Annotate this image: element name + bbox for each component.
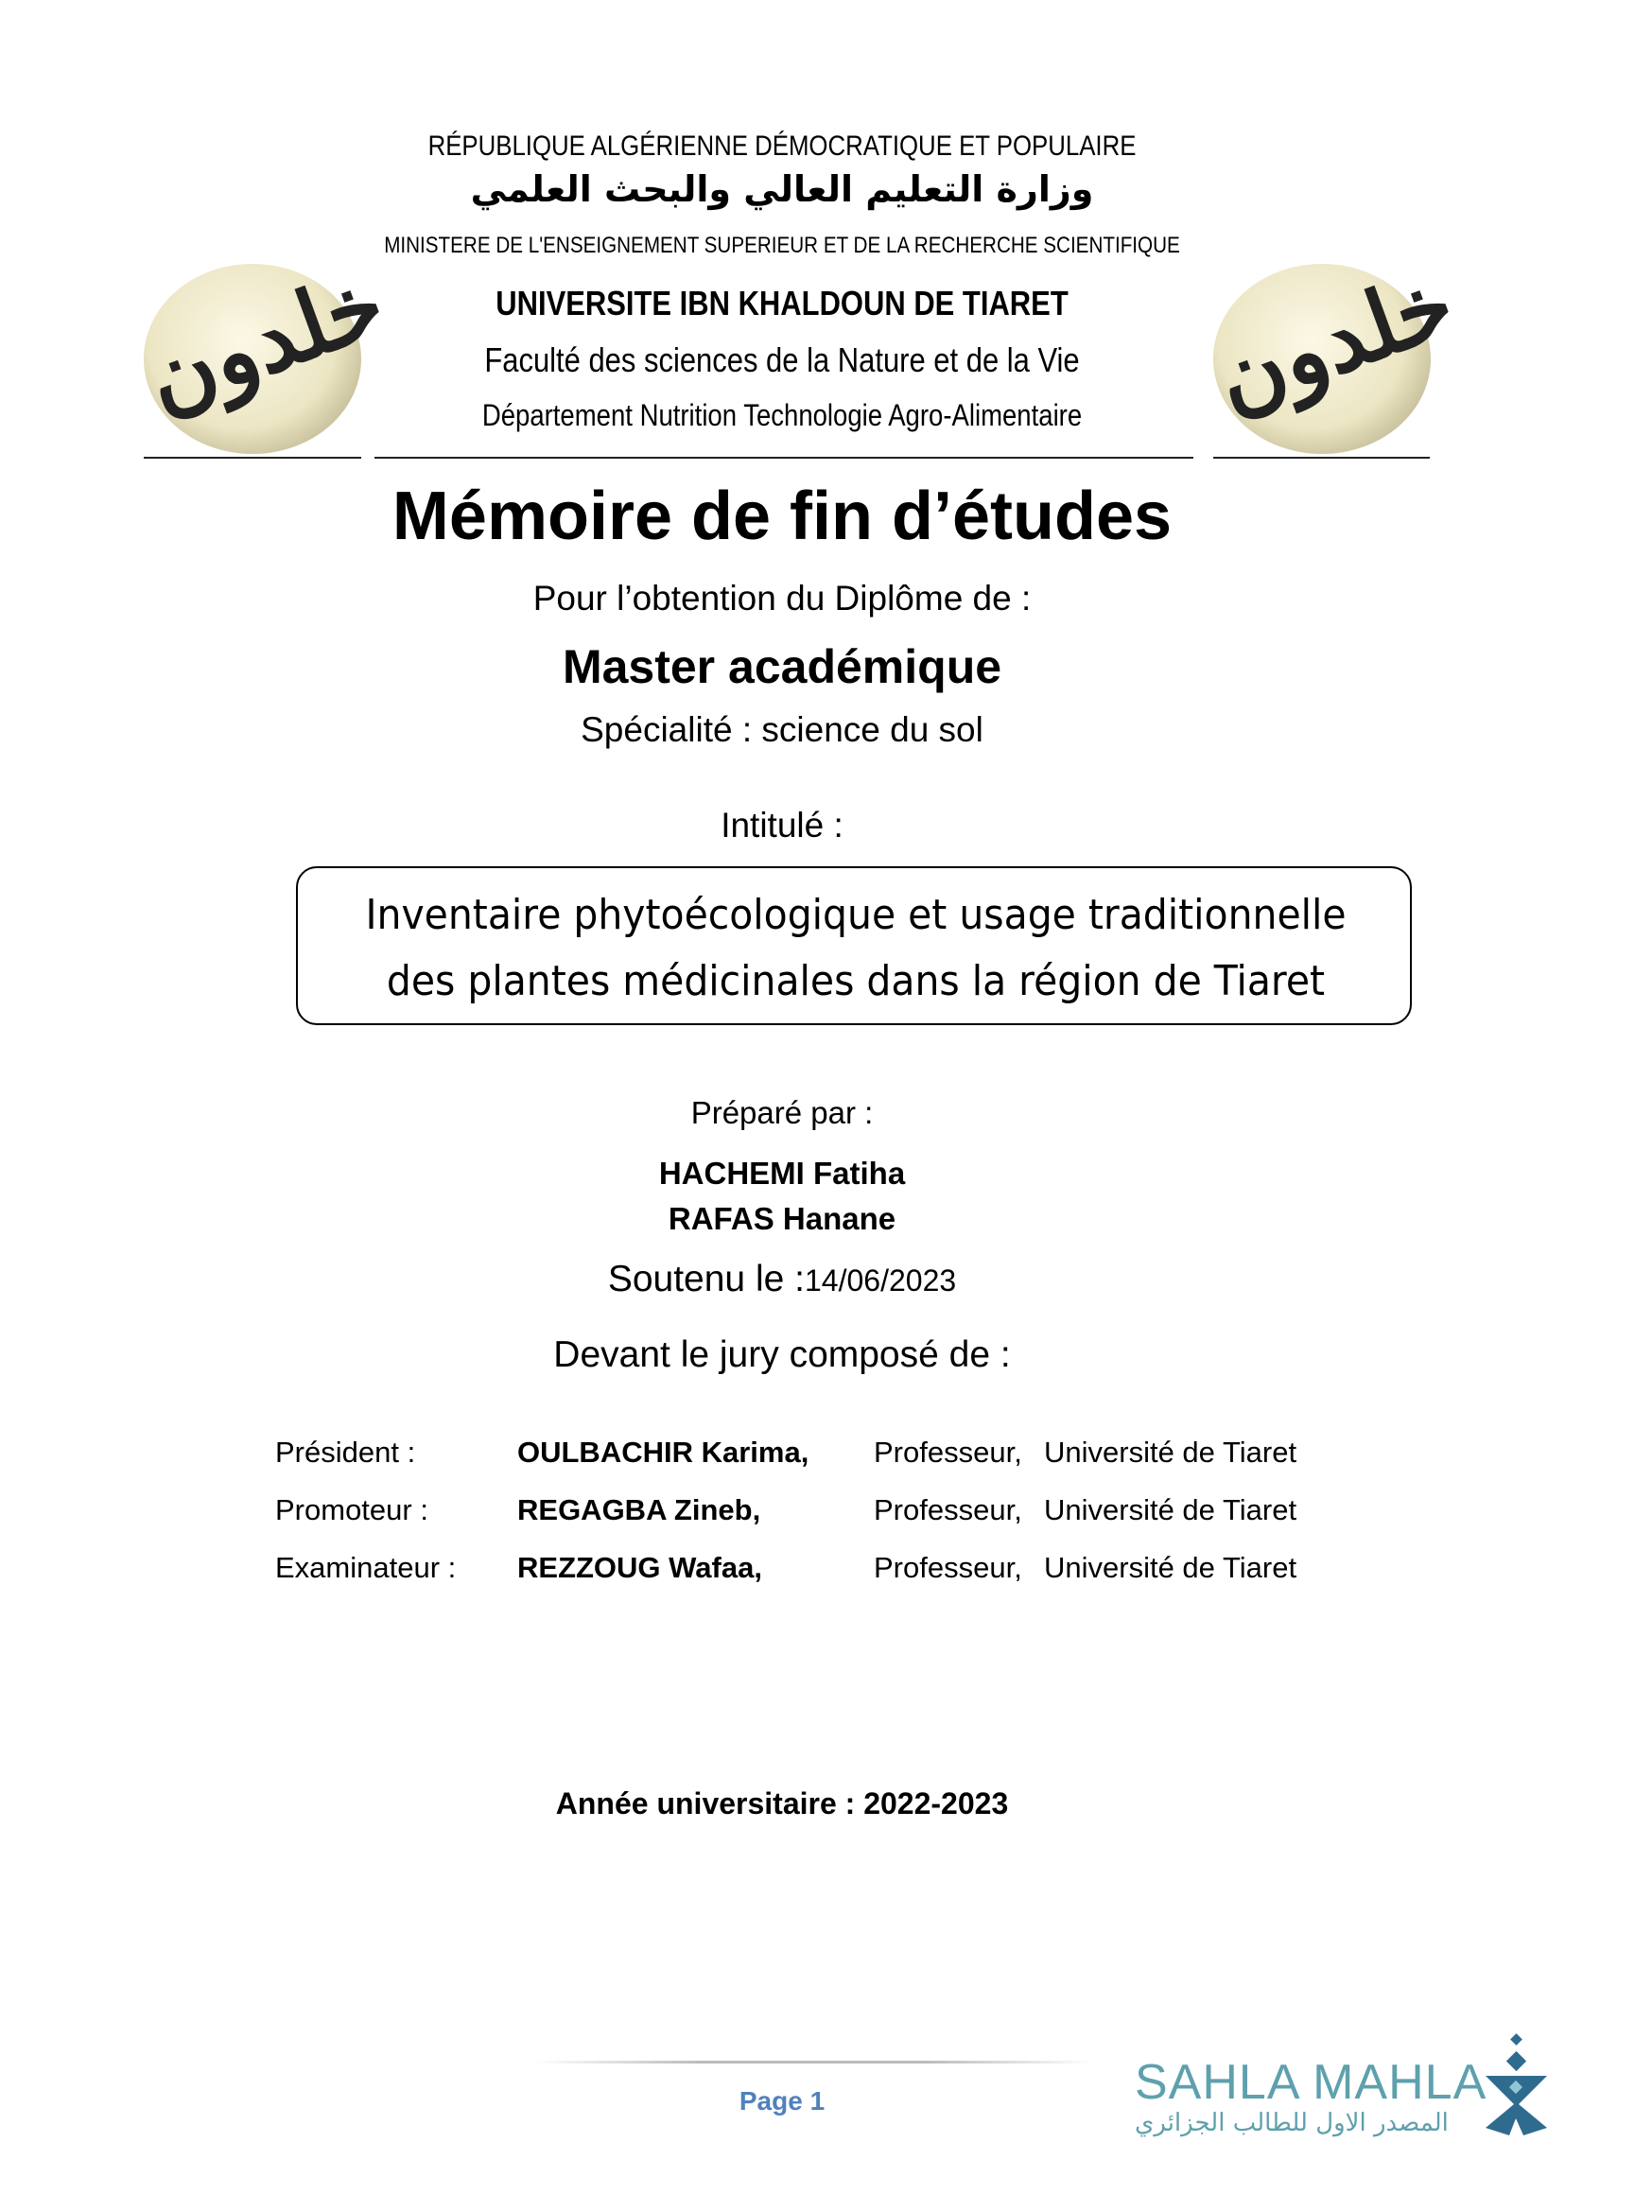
defense-date: 14/06/2023 (805, 1263, 957, 1298)
divider-left (144, 457, 361, 459)
faculty-name: Faculté des sciences de la Nature et de la Vie (484, 340, 1080, 379)
watermark-tagline: المصدر الاول للطالب الجزائري (1135, 2109, 1449, 2137)
author-name: RAFAS Hanane (668, 1201, 896, 1236)
thesis-title-line1: Inventaire phytoécologique et usage traditionnelle (365, 891, 1347, 939)
jury-title: Professeur, (874, 1436, 1022, 1469)
degree-name: Master académique (562, 640, 1002, 693)
thesis-title-line2: des plantes médicinales dans la région de Tiaret (386, 957, 1326, 1005)
jury-heading: Devant le jury composé de : (553, 1334, 1011, 1375)
department-name: Département Nutrition Technologie Agro-Alimentaire (481, 398, 1083, 432)
jury-institution: Université de Tiaret (1044, 1551, 1297, 1584)
defense-date-line (0, 1259, 1564, 1300)
ministry-french: MINISTERE DE L'ENSEIGNEMENT SUPERIEUR ET DE LA RECHERCHE SCIENTIFIQUE (384, 233, 1180, 258)
defense-label: Soutenu le : (607, 1259, 805, 1299)
jury-institution: Université de Tiaret (1044, 1436, 1297, 1469)
author-name: HACHEMI Fatiha (658, 1156, 906, 1191)
jury-role: Promoteur : (275, 1493, 428, 1526)
document-title: Mémoire de fin d’études (391, 479, 1173, 554)
watermark-logo-icon (1471, 2033, 1561, 2137)
jury-name: OULBACHIR Karima, (517, 1436, 809, 1469)
jury-role: Examinateur : (275, 1551, 457, 1584)
academic-year: Année universitaire : 2022-2023 (555, 1786, 1009, 1820)
watermark-name: SAHLA MAHLA (1135, 2055, 1487, 2110)
university-name: UNIVERSITE IBN KHALDOUN DE TIARET (496, 284, 1069, 322)
diploma-for: Pour l’obtention du Diplôme de : (532, 579, 1032, 618)
university-logo-left: خلدون (144, 264, 361, 454)
jury-role: Président : (275, 1436, 416, 1469)
jury-title: Professeur, (874, 1493, 1022, 1526)
jury-name: REZZOUG Wafaa, (517, 1551, 762, 1584)
jury-name: REGAGBA Zineb, (517, 1493, 761, 1526)
university-logo-right: خلدون (1213, 264, 1431, 454)
republic-line: RÉPUBLIQUE ALGÉRIENNE DÉMOCRATIQUE ET POPULAIRE (427, 131, 1137, 162)
footer-divider (535, 2061, 1093, 2064)
intitule-label: Intitulé : (721, 806, 843, 845)
divider-right (1213, 457, 1430, 459)
specialty: Spécialité : science du sol (581, 710, 983, 749)
jury-title: Professeur, (874, 1551, 1022, 1584)
divider-center (374, 457, 1193, 459)
prepared-by-label: Préparé par : (690, 1095, 874, 1130)
ministry-arabic: وزارة التعليم العالي والبحث العلمي (470, 168, 1094, 210)
jury-institution: Université de Tiaret (1044, 1493, 1297, 1526)
page-number: Page 1 (739, 2086, 826, 2116)
